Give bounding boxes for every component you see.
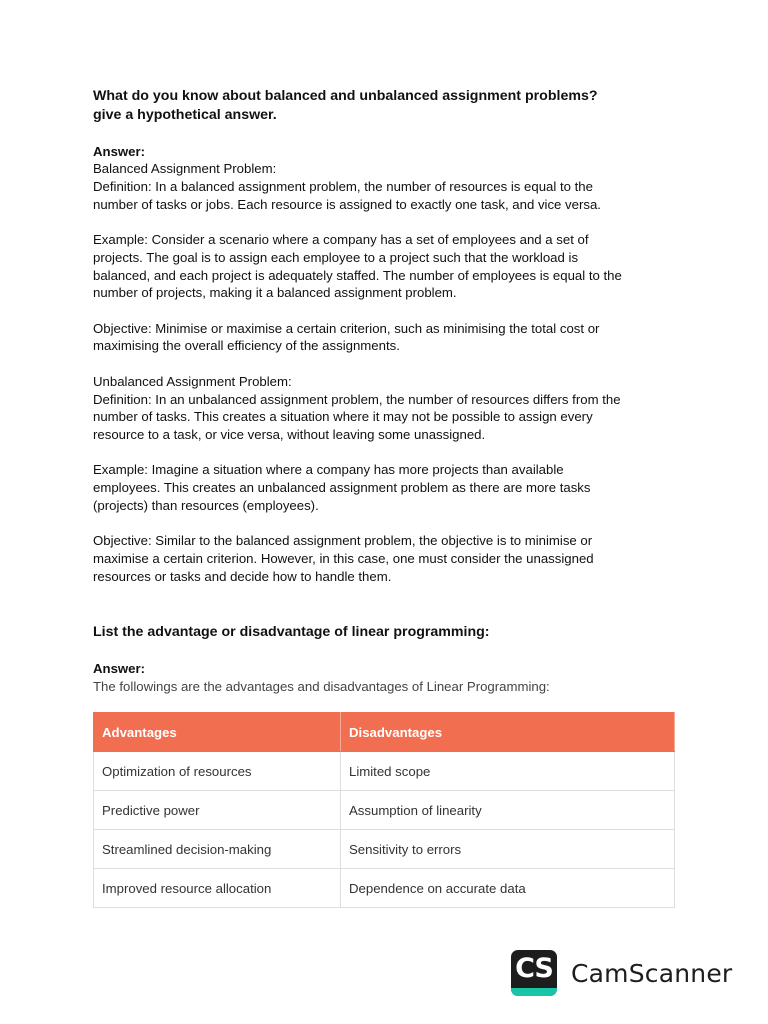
text-line: Objective: Minimise or maximise a certain criterion, such as minimising the total cost or: [93, 320, 600, 336]
paragraph-gap: [93, 302, 678, 320]
text-line: employees. This creates an unbalanced assignment problem as there are more tasks: [93, 480, 591, 496]
answer-2-intro: The followings are the advantages and disadvantages of Linear Programming:: [93, 678, 550, 694]
advantage-cell: Improved resource allocation: [94, 869, 341, 908]
text-line: Definition: In a balanced assignment problem, the number of resources is equal to the: [93, 179, 593, 195]
camscanner-watermark: [511, 950, 732, 996]
question-1-title-line1: What do you know about balanced and unbalanced assignment problems?: [93, 88, 598, 104]
paragraph-gap: [93, 514, 678, 532]
table-header-advantages: Advantages: [94, 713, 341, 752]
table-body: [94, 752, 675, 908]
text-line: number of tasks. This creates a situation where it may not be possible to assign every: [93, 409, 593, 425]
text-line: maximising the overall efficiency of the assignments.: [93, 338, 400, 354]
disadvantage-cell: Limited scope: [341, 752, 675, 791]
disadvantage-cell: Dependence on accurate data: [341, 869, 675, 908]
text-line: Unbalanced Assignment Problem:: [93, 373, 292, 389]
advantage-cell: Predictive power: [94, 791, 341, 830]
camscanner-name: CamScanner: [571, 958, 733, 988]
spacer: [93, 642, 678, 660]
text-line: number of tasks or jobs. Each resource is assigned to exactly one task, and vice versa.: [93, 196, 601, 212]
text-line: number of projects, making it a balanced assignment problem.: [93, 285, 457, 301]
text-line: balanced, and each project is adequately staffed. The number of employees is equal to the: [93, 267, 622, 283]
answer-2-label: Answer:: [93, 660, 146, 676]
text-line: (projects) than resources (employees).: [93, 497, 319, 513]
text-line: maximise a certain criterion. However, in this case, one must consider the unassigned: [93, 550, 594, 566]
spacer: [93, 613, 678, 623]
text-line: Example: Imagine a situation where a company has more projects than available: [93, 462, 564, 478]
advantage-cell: Streamlined decision-making: [94, 830, 341, 869]
table-row: [94, 869, 675, 908]
advantage-cell: Optimization of resources: [94, 752, 341, 791]
answer-1-text: [93, 160, 678, 585]
table-header-row: [94, 713, 675, 752]
text-line: resource to a task, or vice versa, without leaving some unassigned.: [93, 426, 486, 442]
paragraph-gap: [93, 214, 678, 232]
table-row: [94, 830, 675, 869]
spacer: [93, 125, 678, 143]
paragraph-gap: [93, 444, 678, 462]
camscanner-badge-text: CS: [515, 953, 553, 984]
table-row: [94, 791, 675, 830]
text-line: Balanced Assignment Problem:: [93, 161, 277, 177]
table-row: [94, 752, 675, 791]
camscanner-logo-icon: [511, 950, 557, 996]
answer-1-label: Answer:: [93, 143, 146, 159]
text-line: Objective: Similar to the balanced assignment problem, the objective is to minimise or: [93, 533, 593, 549]
lp-table: [93, 712, 675, 908]
disadvantage-cell: Assumption of linearity: [341, 791, 675, 830]
question-2-title: List the advantage or disadvantage of linear programming:: [93, 624, 490, 641]
table-header-disadvantages: Disadvantages: [341, 713, 675, 752]
spacer: [93, 585, 678, 613]
text-line: Definition: In an unbalanced assignment problem, the number of resources differs from the: [93, 391, 621, 407]
text-line: Example: Consider a scenario where a company has a set of employees and a set of: [93, 232, 589, 248]
document-body: [93, 87, 678, 695]
text-line: projects. The goal is to assign each employee to a project such that the workload is: [93, 249, 579, 265]
camscanner-accent-bar: [511, 988, 557, 996]
question-1-title-line2: give a hypothetical answer.: [93, 107, 277, 123]
paragraph-gap: [93, 355, 678, 373]
disadvantage-cell: Sensitivity to errors: [341, 830, 675, 869]
question-1-title: [93, 87, 678, 125]
text-line: resources or tasks and decide how to handle them.: [93, 568, 392, 584]
